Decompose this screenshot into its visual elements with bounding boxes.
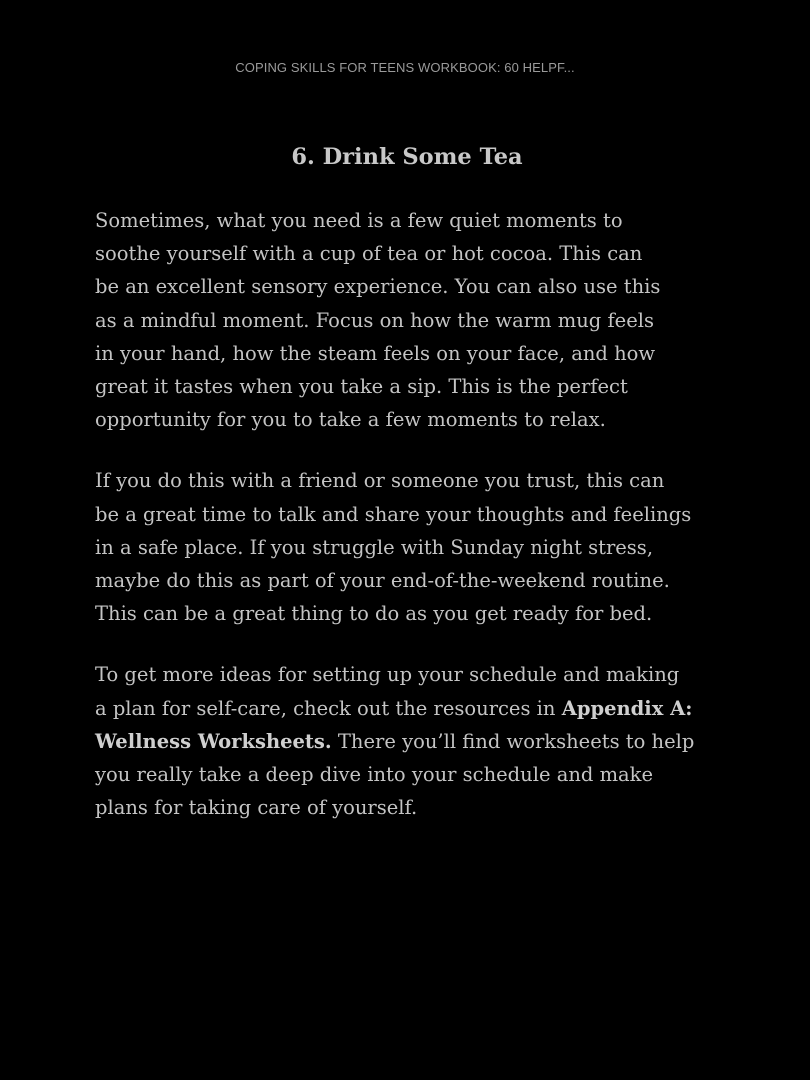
paragraph-3 xyxy=(95,658,719,824)
text-line: Sometimes, what you need is a few quiet moments to xyxy=(95,209,623,232)
appendix-link-text: Appendix A: xyxy=(561,696,693,720)
text-line: This can be a great thing to do as you get ready for bed. xyxy=(95,602,653,626)
text-line: as a mindful moment. Focus on how the warm mug feels xyxy=(95,308,654,332)
text-segment: There you’ll find worksheets to help xyxy=(331,729,695,753)
text-line: opportunity for you to take a few moments to relax. xyxy=(95,408,606,432)
paragraph-1 xyxy=(95,204,719,436)
text-line: plans for taking care of yourself. xyxy=(95,796,418,820)
text-line: To get more ideas for setting up your schedule and making xyxy=(95,663,680,687)
text-line: in a safe place. If you struggle with Sunday night stress, xyxy=(95,535,654,559)
text-line xyxy=(95,692,719,725)
text-line: you really take a deep dive into your schedule and make xyxy=(95,763,654,787)
text-line: be an excellent sensory experience. You can also use this xyxy=(95,275,661,299)
paragraph-2 xyxy=(95,464,719,630)
text-line: in your hand, how the steam feels on your face, and how xyxy=(95,341,656,365)
text-line: soothe yourself with a cup of tea or hot cocoa. This can xyxy=(95,242,643,266)
text-line: be a great time to talk and share your thoughts and feelings xyxy=(95,502,692,526)
text-line: great it tastes when you take a sip. This is the perfect xyxy=(95,375,628,399)
appendix-link-text: Wellness Worksheets. xyxy=(95,729,332,753)
text-line: If you do this with a friend or someone you trust, this can xyxy=(95,469,665,493)
text-line: maybe do this as part of your end-of-the-weekend routine. xyxy=(95,569,670,593)
page-content xyxy=(95,140,719,852)
running-header: COPING SKILLS FOR TEENS WORKBOOK: 60 HELPF... xyxy=(235,60,575,75)
text-segment: a plan for self-care, check out the resources in xyxy=(95,696,562,720)
text-line xyxy=(95,725,719,758)
section-title: 6. Drink Some Tea xyxy=(291,144,523,170)
